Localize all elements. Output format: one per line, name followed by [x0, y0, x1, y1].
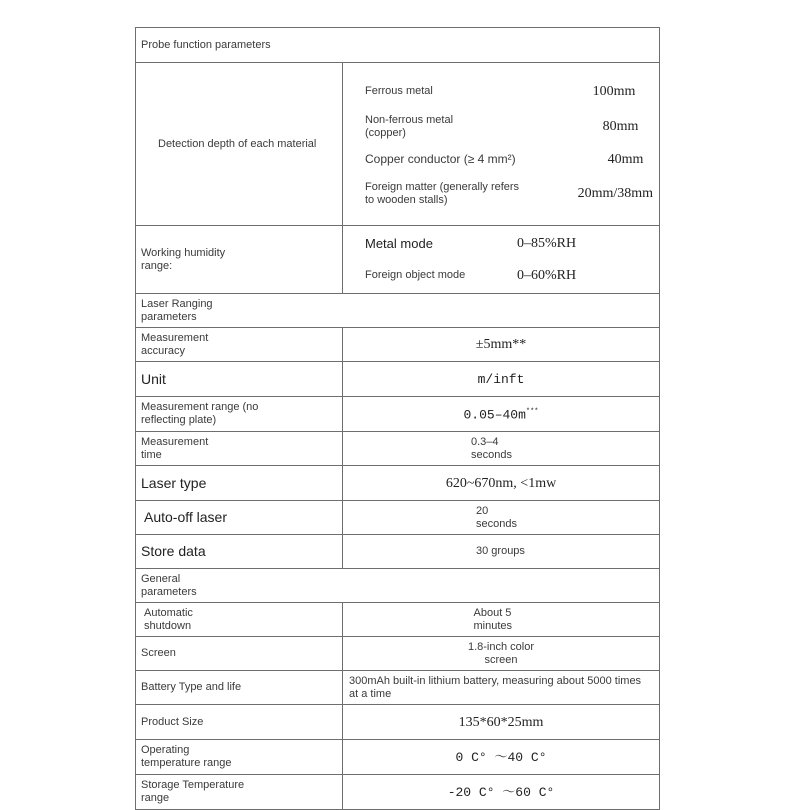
material-list [365, 75, 653, 214]
row-label-unit: Unit [136, 362, 343, 397]
row-label-auto-off: Auto-off laser [136, 501, 343, 535]
range-footnote-mark: *** [525, 408, 539, 417]
humidity-label [136, 226, 343, 294]
row-label-time: Measurement time [141, 435, 209, 461]
humidity-label-text: Working humidity range: [141, 246, 226, 272]
range-value: 0.05–40m [463, 407, 526, 423]
spec-table [135, 27, 660, 810]
table-row [136, 671, 660, 705]
row-label-shutdown: Automatic shutdown [144, 606, 193, 632]
table-row [136, 432, 660, 466]
humidity-item [365, 228, 655, 260]
row-value-size: 135*60*25mm [343, 705, 660, 740]
material-depth: 20mm/38mm [577, 186, 654, 201]
humidity-list [365, 228, 655, 292]
table-row [136, 603, 660, 637]
material-name: Non-ferrous metal (copper) [365, 113, 454, 139]
material-item [365, 146, 653, 174]
material-name: Foreign matter (generally refers to wooden stalls) [365, 180, 520, 206]
detection-depth-label: Detection depth of each material [136, 63, 343, 226]
section-row-laser [136, 294, 660, 328]
row-label-storage-temp: Storage Temperature range [141, 779, 245, 804]
section-title-probe: Probe function parameters [136, 28, 660, 63]
row-value-time: 0.3–4 seconds [471, 435, 512, 461]
table-row [136, 501, 660, 535]
row-label-range: Measurement range (no reflecting plate) [141, 401, 259, 426]
row-label-store-data: Store data [136, 535, 343, 569]
row-label-screen: Screen [136, 637, 343, 671]
section-title-laser: Laser Ranging parameters [141, 297, 213, 323]
row-label-battery: Battery Type and life [136, 671, 343, 705]
table-row [136, 705, 660, 740]
row-value-unit: m/inft [343, 362, 660, 397]
section-row-general [136, 569, 660, 603]
table-row [136, 328, 660, 362]
material-depth: 40mm [607, 152, 644, 167]
row-label-size: Product Size [136, 705, 343, 740]
table-row [136, 466, 660, 501]
humidity-item [365, 260, 655, 292]
table-row-detection-depth [136, 63, 660, 226]
material-item [365, 75, 653, 108]
table-row [136, 535, 660, 569]
table-row [136, 637, 660, 671]
row-label-operating-temp: Operating temperature range [141, 744, 232, 769]
table-row [136, 397, 660, 432]
row-value-screen: 1.8-inch color screen [467, 640, 535, 666]
material-item [365, 108, 653, 146]
humidity-values [343, 226, 660, 294]
humidity-mode-name: Foreign object mode [365, 269, 466, 281]
humidity-mode-value: 0–85%RH [517, 236, 577, 251]
material-item [365, 174, 653, 214]
table-row [136, 775, 660, 810]
row-value-battery: 300mAh built-in lithium battery, measuring about 5000 times at a time [343, 671, 660, 705]
row-label-accuracy: Measurement accuracy [141, 331, 209, 357]
row-value-accuracy: ±5mm** [343, 328, 660, 362]
row-value-store-data: 30 groups [476, 545, 525, 557]
row-value-storage-temp: -20 C° ～60 C° [343, 775, 660, 810]
material-name: Ferrous metal [365, 84, 433, 97]
humidity-mode-name: Metal mode [365, 236, 433, 251]
table-row [136, 362, 660, 397]
table-row-humidity [136, 226, 660, 294]
row-value-operating-temp: 0 C° ～40 C° [343, 740, 660, 775]
table-row [136, 740, 660, 775]
section-title-general: General parameters [141, 572, 197, 598]
row-value-auto-off: 20 seconds [476, 504, 517, 530]
humidity-mode-value: 0–60%RH [517, 268, 577, 283]
detection-depth-values [343, 63, 660, 226]
row-value-laser-type: 620~670nm, <1mw [343, 466, 660, 501]
section-row-probe [136, 28, 660, 63]
material-name: Copper conductor (≥ 4 mm²) [365, 152, 516, 166]
material-depth: 80mm [602, 119, 639, 134]
row-label-laser-type: Laser type [136, 466, 343, 501]
row-value-range [343, 397, 660, 432]
material-depth: 100mm [592, 83, 636, 99]
row-value-shutdown: About 5 minutes [473, 606, 513, 632]
